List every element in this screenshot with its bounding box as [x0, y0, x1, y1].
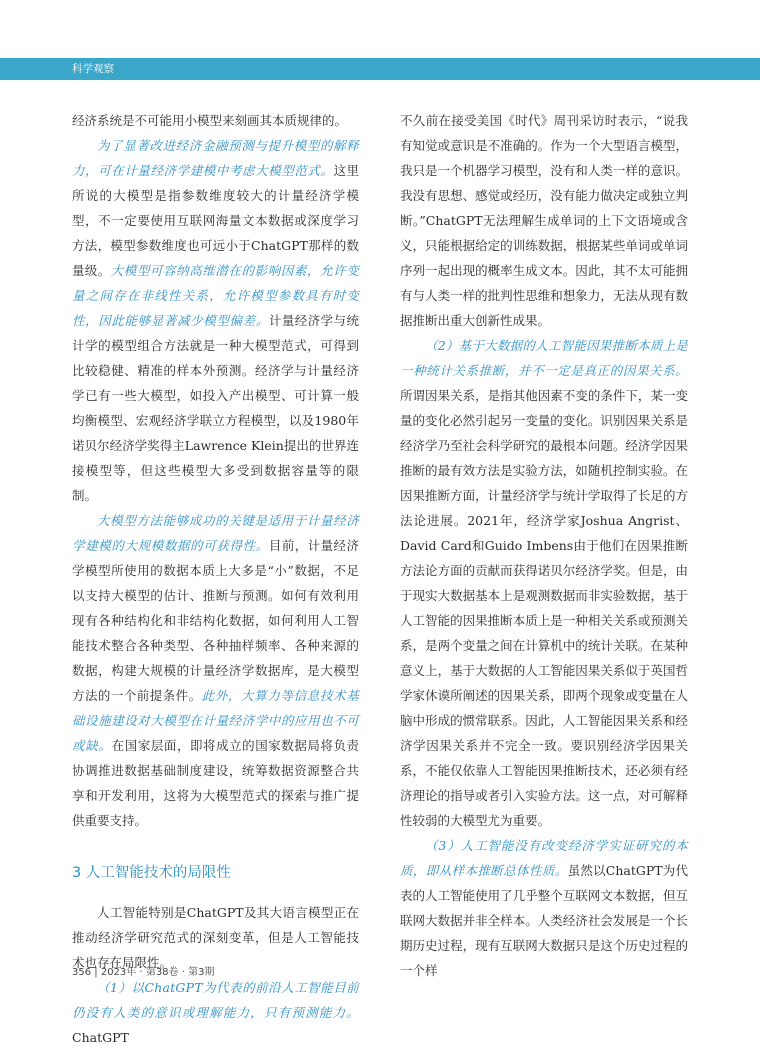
- emphasis-text: （1）以ChatGPT为代表的前沿人工智能目前仍没有人类的意识或理解能力，只有预测能力。: [72, 980, 359, 1020]
- paragraph: [400, 333, 688, 833]
- text-run: 不久前在接受美国《时代》周刊采访时表示，“说我有知觉或意识是不准确的。作为一个大型语言模型，我只是一个机器学习模型，没有和人类一样的意识。我没有思想、感觉或经历，没有能力做决定或独立判断。”ChatGPT无法理解生成单词的上下文语境或含义，只能根据给定的训练数据，根据某些单词或单词序列一起出现的概率生成文本。因此，其不太可能拥有与人类一样的批判性思维和想象力，无法从现有数据推断出重大创新性成果。: [400, 113, 688, 328]
- emphasis-text: 大模型可容纳高维潜在的影响因素，允许变量之间存在非线性关系，允许模型参数具有时变性，因此能够显著减少模型偏差。: [72, 263, 359, 328]
- page-footer: [72, 963, 214, 978]
- emphasis-text: 为了显著改进经济金融预测与提升模型的解释力，可在计量经济学建模中考虑大模型范式。: [72, 138, 359, 178]
- journal-citation: 2023年 · 第38卷 · 第3期: [100, 967, 215, 978]
- text-run: 人工智能特别是ChatGPT及其大语言模型正在推动经济学研究范式的深刻变革，但是人工智能技术也存在局限性。: [72, 905, 359, 970]
- paragraph: [72, 975, 359, 1050]
- emphasis-text: （2）基于大数据的人工智能因果推断本质上是一种统计关系推断，并不一定是真正的因果关系。: [400, 338, 688, 378]
- text-run: 经济系统是不可能用小模型来刻画其本质规律的。: [72, 113, 348, 128]
- text-run: 计量经济学与统计学的模型组合方法就是一种大模型范式，可得到比较稳健、精准的样本外预测。经济学与计量经济学已有一些大模型，如投入产出模型、可计算一般均衡模型、宏观经济学联立方程模型，以及1980年诺贝尔经济学奖得主Lawrence Klein提出的世界连接模型等，但这些模型大多受到数据容量等的限制。: [72, 313, 359, 503]
- text-run: 在国家层面，即将成立的国家数据局将负责协调推进数据基础制度建设，统筹数据资源整合共享和开发利用，这将为大模型范式的探索与推广提供重要支持。: [72, 738, 359, 828]
- text-run: 这里所说的大模型是指参数维度较大的计量经济学模型，不一定要使用互联网海量文本数据或深度学习方法，模型参数维度也可远小于ChatGPT那样的数量级。: [72, 163, 359, 278]
- right-column: [400, 108, 688, 983]
- paragraph: [400, 833, 688, 983]
- section-title: 科学观察: [72, 63, 114, 75]
- paragraph: [72, 133, 359, 508]
- footer-divider: |: [91, 967, 101, 978]
- text-run: 虽然以ChatGPT为代表的人工智能使用了几乎整个互联网文本数据，但互联网大数据并非全样本。人类经济社会发展是一个长期历史过程，现有互联网大数据只是这个历史过程的一个样: [400, 863, 689, 978]
- paragraph: [72, 508, 359, 833]
- text-run: 所谓因果关系，是指其他因素不变的条件下，某一变量的变化必然引起另一变量的变化。识别因果关系是经济学乃至社会科学研究的最根本问题。经济学因果推断的最有效方法是实验方法，如随机控制实验。在因果推断方面，计量经济学与统计学取得了长足的方法论进展。2021年，经济学家Joshua Angrist、David Card和Guido Imbens由于他们在因果推断方法论方面的贡献而获得诺贝尔经济学奖。但是，由于现实大数据基本上是观测数据而非实验数据，基于人工智能的因果推断本质上是一种相关关系或预测关系，是两个变量之间在计算机中的统计关联。在某种意义上，基于大数据的人工智能因果关系似于英国哲学家休谟所阐述的因果关系，即两个现象或变量在人脑中形成的惯常联系。因此，人工智能因果关系和经济学因果关系并不完全一致。要识别经济学因果关系，不能仅依靠人工智能因果推断技术，还必须有经济理论的指导或者引入实验方法。这一点，对可解释性较弱的大模型尤为重要。: [400, 388, 688, 828]
- text-run: ChatGPT: [72, 1030, 129, 1045]
- page-number: 356: [72, 967, 92, 978]
- emphasis-text: （3）人工智能没有改变经济学实证研究的本质，即从样本推断总体性质。: [400, 838, 688, 878]
- paragraph: [72, 108, 359, 133]
- left-column: [72, 108, 359, 1050]
- section-header-bar: [0, 58, 760, 80]
- emphasis-text: 此外，大算力等信息技术基础设施建设对大模型在计量经济学中的应用也不可或缺。: [72, 688, 359, 753]
- section-heading: 3 人工智能技术的局限性: [72, 865, 231, 881]
- paragraph: [400, 108, 688, 333]
- text-run: 目前，计量经济学模型所使用的数据本质上大多是“小”数据，不足以支持大模型的估计、推断与预测。如何有效利用现有各种结构化和非结构化数据，如何利用人工智能技术整合各种类型、各种抽样频率、各种来源的数据，构建大规模的计量经济学数据库，是大模型方法的一个前提条件。: [72, 538, 359, 703]
- emphasis-text: 大模型方法能够成功的关键是适用于计量经济学建模的大规模数据的可获得性。: [72, 513, 359, 553]
